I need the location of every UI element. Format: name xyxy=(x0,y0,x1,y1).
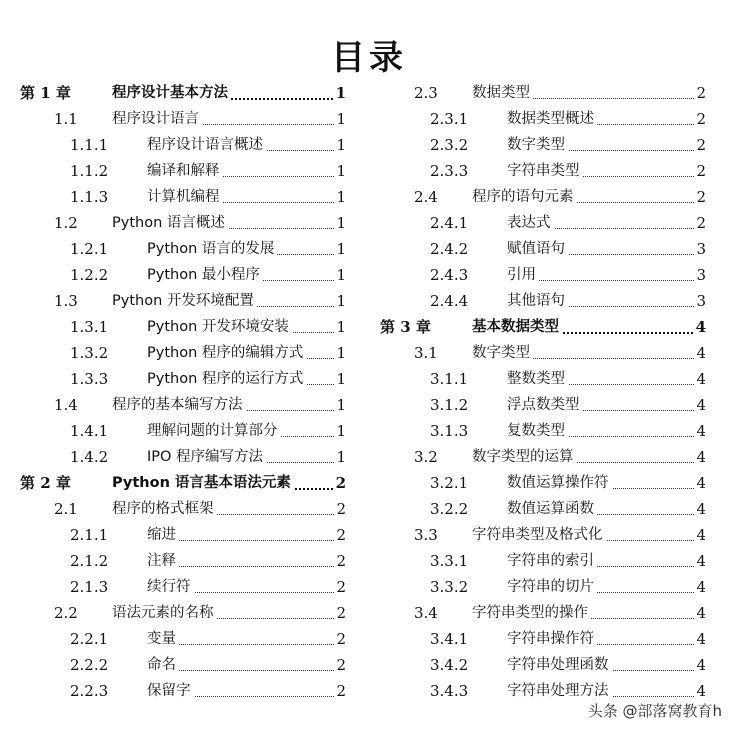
toc-entry-number: 2.4.1 xyxy=(430,214,469,232)
toc-subsection-entry[interactable] xyxy=(380,236,706,262)
toc-page-number: 3 xyxy=(694,288,706,314)
toc-entry-number: 1.2 xyxy=(54,214,78,232)
toc-entry-number: 1.1.1 xyxy=(70,136,109,154)
toc-page-number: 3 xyxy=(694,236,706,262)
toc-entry-number: 3.2.2 xyxy=(430,500,469,518)
toc-entry-title: 命名 xyxy=(147,652,179,678)
toc-section-entry[interactable] xyxy=(20,392,346,418)
toc-entry-title: 数据类型 xyxy=(472,80,533,106)
toc-section-entry[interactable] xyxy=(20,106,346,132)
toc-entry-title: 数值运算函数 xyxy=(507,496,597,522)
toc-entry-title: Python 开发环境配置 xyxy=(112,288,257,314)
toc-subsection-entry[interactable] xyxy=(20,158,346,184)
toc-page-number: 2 xyxy=(334,496,346,522)
toc-page-number: 2 xyxy=(334,678,346,704)
toc-entry-title: 整数类型 xyxy=(507,366,568,392)
toc-entry-title: 数字类型 xyxy=(472,340,533,366)
toc-subsection-entry[interactable] xyxy=(20,678,346,704)
toc-section-entry[interactable] xyxy=(380,340,706,366)
toc-subsection-entry[interactable] xyxy=(20,262,346,288)
toc-page-number: 1 xyxy=(334,418,346,444)
toc-subsection-entry[interactable] xyxy=(20,548,346,574)
toc-page-number: 1 xyxy=(334,158,346,184)
toc-entry-number: 2.1.1 xyxy=(70,526,109,544)
toc-entry-title: 程序的语句元素 xyxy=(472,184,577,210)
toc-entry-title: 表达式 xyxy=(507,210,554,236)
toc-subsection-entry[interactable] xyxy=(380,366,706,392)
toc-entry-title: 字符串类型的操作 xyxy=(472,600,591,626)
toc-entry-title: 其他语句 xyxy=(507,288,568,314)
toc-page-number: 2 xyxy=(694,158,706,184)
toc-subsection-entry[interactable] xyxy=(20,418,346,444)
toc-subsection-entry[interactable] xyxy=(20,340,346,366)
toc-page-number: 2 xyxy=(694,132,706,158)
toc-page-number: 4 xyxy=(694,600,706,626)
toc-entry-title: 缩进 xyxy=(147,522,179,548)
toc-chapter-entry[interactable] xyxy=(20,470,346,496)
toc-page-number: 2 xyxy=(694,210,706,236)
toc-entry-number: 3.2 xyxy=(414,448,438,466)
toc-subsection-entry[interactable] xyxy=(380,626,706,652)
toc-section-entry[interactable] xyxy=(380,184,706,210)
toc-heading: 目录 xyxy=(331,38,407,78)
toc-subsection-entry[interactable] xyxy=(380,392,706,418)
toc-page-number: 1 xyxy=(334,210,346,236)
toc-page-number: 4 xyxy=(694,366,706,392)
toc-entry-title: 数值运算操作符 xyxy=(507,470,612,496)
toc-entry-number: 1.3.2 xyxy=(70,344,109,362)
toc-subsection-entry[interactable] xyxy=(20,236,346,262)
toc-page-number: 4 xyxy=(694,652,706,678)
toc-entry-title: 程序的格式框架 xyxy=(112,496,217,522)
toc-entry-title: 变量 xyxy=(147,626,179,652)
toc-page-number: 1 xyxy=(334,106,346,132)
toc-entry-title: 字符串处理方法 xyxy=(507,678,612,704)
toc-page-number: 2 xyxy=(334,652,346,678)
toc-entry-number: 3.1.3 xyxy=(430,422,469,440)
toc-page-number: 4 xyxy=(694,418,706,444)
toc-section-entry[interactable] xyxy=(380,600,706,626)
toc-entry-number: 3.1.1 xyxy=(430,370,469,388)
toc-page-number: 4 xyxy=(694,314,706,340)
toc-entry-number: 2.3 xyxy=(414,84,438,102)
toc-entry-number: 3.4.3 xyxy=(430,682,469,700)
toc-subsection-entry[interactable] xyxy=(380,210,706,236)
toc-subsection-entry[interactable] xyxy=(20,626,346,652)
toc-chapter-entry[interactable] xyxy=(380,314,706,340)
toc-page-number: 4 xyxy=(694,548,706,574)
toc-entry-number: 1.4.1 xyxy=(70,422,109,440)
toc-entry-title: 理解问题的计算部分 xyxy=(147,418,281,444)
toc-page-number: 2 xyxy=(334,548,346,574)
toc-entry-number: 3.4.1 xyxy=(430,630,469,648)
toc-entry-title: Python 程序的运行方式 xyxy=(147,366,306,392)
toc-subsection-entry[interactable] xyxy=(380,158,706,184)
toc-page-number: 4 xyxy=(694,496,706,522)
toc-entry-number: 1.3.3 xyxy=(70,370,109,388)
toc-entry-title: 字符串的索引 xyxy=(507,548,597,574)
toc-entry-number: 1.2.1 xyxy=(70,240,109,258)
toc-entry-number: 3.1 xyxy=(414,344,438,362)
toc-entry-title: Python 语言概述 xyxy=(112,210,228,236)
toc-page-number: 4 xyxy=(694,444,706,470)
toc-page-number: 2 xyxy=(334,522,346,548)
toc-entry-number: 3.1.2 xyxy=(430,396,469,414)
toc-section-entry[interactable] xyxy=(380,80,706,106)
toc-entry-number: 2.2.1 xyxy=(70,630,109,648)
toc-entry-number: 2.4.4 xyxy=(430,292,469,310)
toc-page-number: 4 xyxy=(694,678,706,704)
toc-page-number: 1 xyxy=(334,262,346,288)
toc-page-number: 1 xyxy=(334,314,346,340)
toc-page-number: 2 xyxy=(334,470,346,496)
toc-entry-number: 第 2 章 xyxy=(20,474,71,492)
toc-entry-number: 3.4 xyxy=(414,604,438,622)
toc-page-number: 2 xyxy=(694,184,706,210)
toc-page-number: 2 xyxy=(334,574,346,600)
toc-entry-title: 编译和解释 xyxy=(147,158,223,184)
toc-chapter-entry[interactable] xyxy=(20,80,346,106)
toc-entry-number: 1.2.2 xyxy=(70,266,109,284)
toc-subsection-entry[interactable] xyxy=(20,522,346,548)
toc-entry-number: 1.3.1 xyxy=(70,318,109,336)
toc-entry-title: Python 语言基本语法元素 xyxy=(112,470,294,496)
toc-entry-number: 第 1 章 xyxy=(20,84,71,102)
toc-entry-title: 程序设计基本方法 xyxy=(112,80,231,106)
toc-entry-title: 数据类型概述 xyxy=(507,106,597,132)
toc-entry-number: 2.3.3 xyxy=(430,162,469,180)
toc-subsection-entry[interactable] xyxy=(20,574,346,600)
toc-page-number: 1 xyxy=(334,236,346,262)
toc-subsection-entry[interactable] xyxy=(20,652,346,678)
toc-entry-number: 2.2.3 xyxy=(70,682,109,700)
toc-entry-number: 2.1.3 xyxy=(70,578,109,596)
toc-entry-number: 3.3.2 xyxy=(430,578,469,596)
toc-entry-title: 数字类型的运算 xyxy=(472,444,577,470)
toc-entry-title: 字符串的切片 xyxy=(507,574,597,600)
toc-entry-number: 2.4.3 xyxy=(430,266,469,284)
toc-page-number: 4 xyxy=(694,470,706,496)
toc-page-number: 2 xyxy=(334,600,346,626)
toc-entry-number: 1.3 xyxy=(54,292,78,310)
toc-entry-title: 基本数据类型 xyxy=(472,314,562,340)
toc-entry-number: 2.2 xyxy=(54,604,78,622)
toc-section-entry[interactable] xyxy=(20,496,346,522)
toc-entry-number: 1.1.3 xyxy=(70,188,109,206)
toc-entry-title: 字符串处理函数 xyxy=(507,652,612,678)
toc-page-number: 1 xyxy=(334,288,346,314)
toc-page-number: 1 xyxy=(334,132,346,158)
toc-subsection-entry[interactable] xyxy=(20,314,346,340)
toc-subsection-entry[interactable] xyxy=(380,470,706,496)
toc-page-number: 1 xyxy=(334,366,346,392)
toc-entry-title: 数字类型 xyxy=(507,132,568,158)
toc-entry-number: 2.3.2 xyxy=(430,136,469,154)
toc-page-number: 2 xyxy=(334,626,346,652)
toc-entry-title: 程序设计语言 xyxy=(112,106,202,132)
toc-page-number: 2 xyxy=(694,80,706,106)
toc-subsection-entry[interactable] xyxy=(20,132,346,158)
toc-entry-number: 1.4 xyxy=(54,396,78,414)
toc-subsection-entry[interactable] xyxy=(380,548,706,574)
toc-section-entry[interactable] xyxy=(20,600,346,626)
toc-page-number: 1 xyxy=(334,444,346,470)
toc-subsection-entry[interactable] xyxy=(380,106,706,132)
toc-entry-number: 1.1.2 xyxy=(70,162,109,180)
toc-right-column xyxy=(380,80,706,704)
toc-entry-title: 浮点数类型 xyxy=(507,392,583,418)
toc-entry-number: 3.3.1 xyxy=(430,552,469,570)
toc-entry-title: 赋值语句 xyxy=(507,236,568,262)
toc-left-column xyxy=(20,80,346,704)
toc-entry-title: Python 语言的发展 xyxy=(147,236,277,262)
toc-entry-title: 续行符 xyxy=(147,574,194,600)
toc-entry-title: 程序设计语言概述 xyxy=(147,132,266,158)
toc-entry-number: 1.4.2 xyxy=(70,448,109,466)
toc-entry-title: Python 最小程序 xyxy=(147,262,263,288)
toc-entry-title: Python 程序的编辑方式 xyxy=(147,340,306,366)
toc-entry-title: 保留字 xyxy=(147,678,194,704)
toc-entry-number: 2.1 xyxy=(54,500,78,518)
toc-entry-title: 字符串操作符 xyxy=(507,626,597,652)
toc-entry-title: 程序的基本编写方法 xyxy=(112,392,246,418)
toc-entry-title: Python 开发环境安装 xyxy=(147,314,292,340)
toc-subsection-entry[interactable] xyxy=(380,652,706,678)
toc-subsection-entry[interactable] xyxy=(20,184,346,210)
toc-entry-title: IPO 程序编写方法 xyxy=(147,444,266,470)
toc-entry-number: 1.1 xyxy=(54,110,78,128)
toc-page-number: 1 xyxy=(334,184,346,210)
toc-page-number: 1 xyxy=(334,392,346,418)
toc-section-entry[interactable] xyxy=(20,288,346,314)
toc-subsection-entry[interactable] xyxy=(380,418,706,444)
watermark: 头条 @部落窝教育h xyxy=(587,702,722,720)
toc-subsection-entry[interactable] xyxy=(380,262,706,288)
toc-page-number: 4 xyxy=(694,574,706,600)
toc-entry-title: 语法元素的名称 xyxy=(112,600,217,626)
toc-subsection-entry[interactable] xyxy=(380,288,706,314)
toc-entry-title: 复数类型 xyxy=(507,418,568,444)
toc-section-entry[interactable] xyxy=(20,210,346,236)
toc-section-entry[interactable] xyxy=(380,522,706,548)
toc-page-number: 1 xyxy=(334,80,346,106)
toc-entry-title: 注释 xyxy=(147,548,179,574)
toc-entry-title: 字符串类型及格式化 xyxy=(472,522,606,548)
toc-page-number: 4 xyxy=(694,340,706,366)
toc-page-number: 4 xyxy=(694,522,706,548)
toc-entry-title: 引用 xyxy=(507,262,539,288)
toc-subsection-entry[interactable] xyxy=(380,496,706,522)
toc-page-number: 4 xyxy=(694,626,706,652)
toc-entry-number: 2.2.2 xyxy=(70,656,109,674)
toc-entry-number: 2.4 xyxy=(414,188,438,206)
toc-page-number: 3 xyxy=(694,262,706,288)
toc-entry-title: 计算机编程 xyxy=(147,184,223,210)
toc-section-entry[interactable] xyxy=(380,444,706,470)
toc-entry-number: 2.3.1 xyxy=(430,110,469,128)
toc-entry-number: 2.1.2 xyxy=(70,552,109,570)
toc-subsection-entry[interactable] xyxy=(380,574,706,600)
toc-subsection-entry[interactable] xyxy=(380,132,706,158)
toc-subsection-entry[interactable] xyxy=(20,366,346,392)
toc-entry-number: 2.4.2 xyxy=(430,240,469,258)
toc-subsection-entry[interactable] xyxy=(20,444,346,470)
toc-page-number: 1 xyxy=(334,340,346,366)
toc-entry-number: 3.3 xyxy=(414,526,438,544)
toc-entry-number: 3.4.2 xyxy=(430,656,469,674)
toc-entry-number: 第 3 章 xyxy=(380,318,431,336)
toc-entry-title: 字符串类型 xyxy=(507,158,583,184)
toc-entry-number: 3.2.1 xyxy=(430,474,469,492)
toc-page-number: 4 xyxy=(694,392,706,418)
toc-page-number: 2 xyxy=(694,106,706,132)
